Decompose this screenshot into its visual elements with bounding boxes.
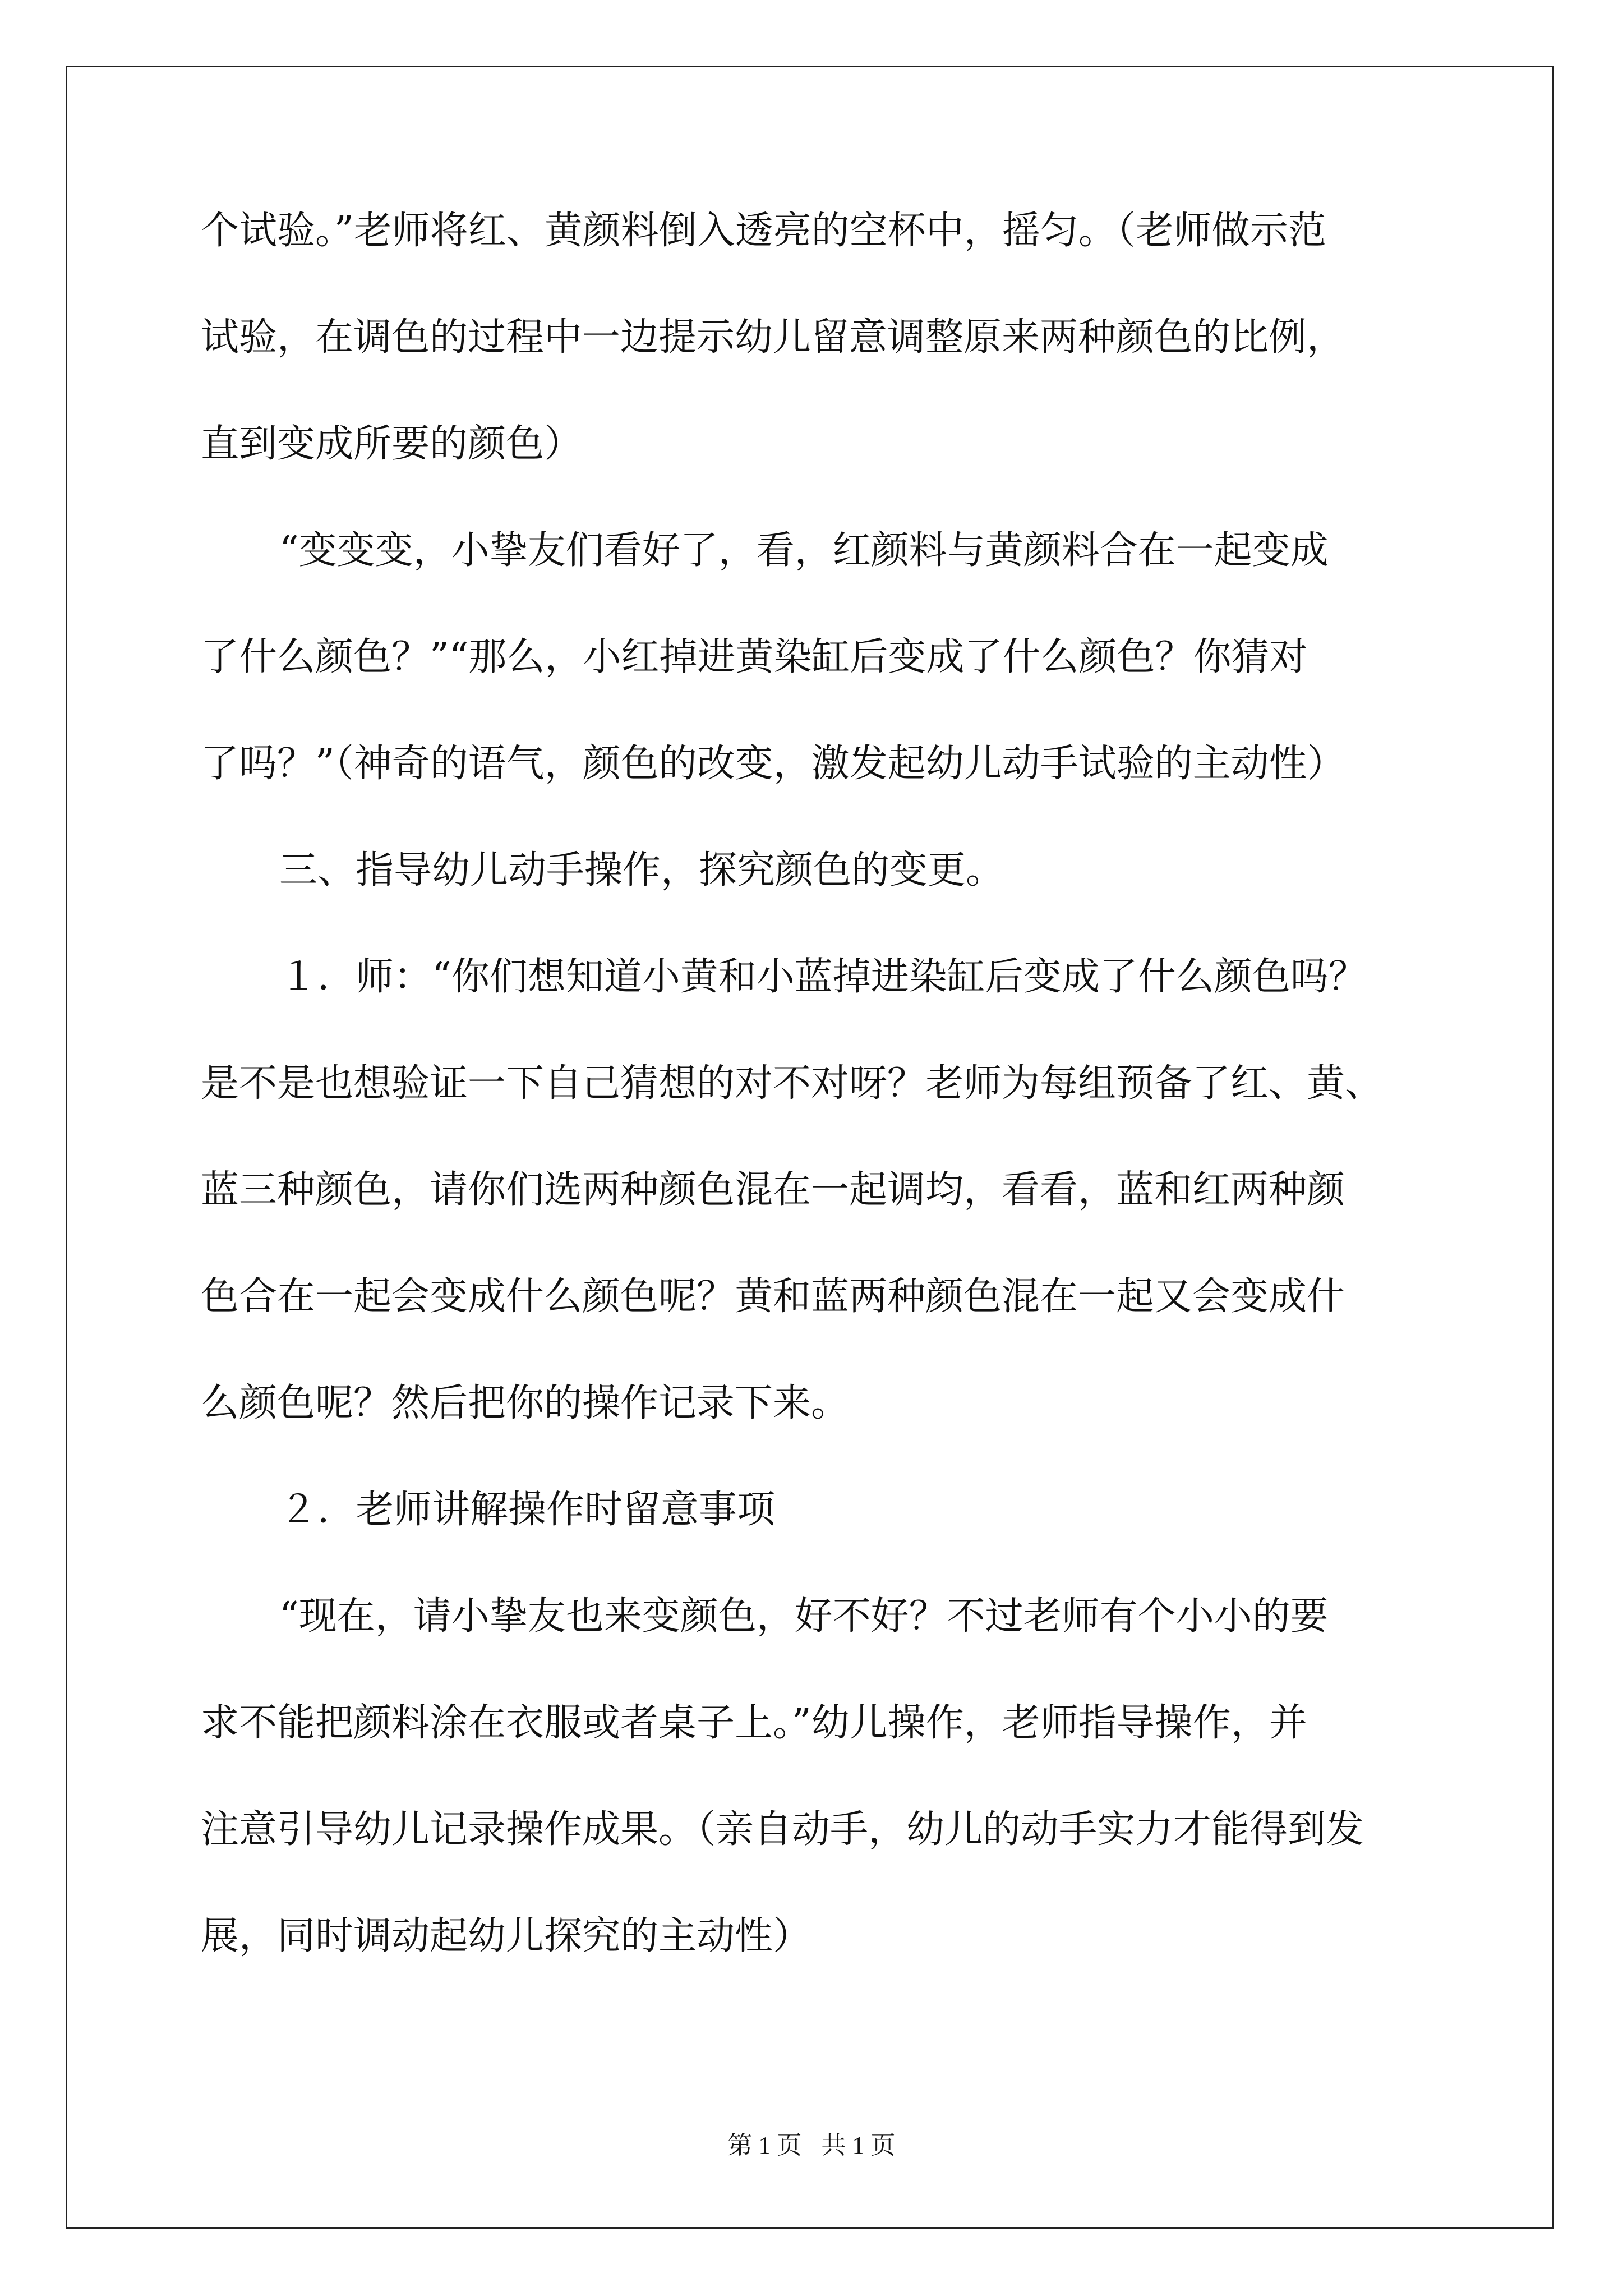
page-footer (0, 2129, 1623, 2162)
text-line: “现在，请小挚友也来变颜色，好不好？不过老师有个小小的要 (279, 1594, 1329, 1639)
text-line: 蓝三种颜色，请你们选两种颜色混在一起调均，看看，蓝和红两种颜 (201, 1168, 1345, 1212)
text-line: 展，同时调动起幼儿探究的主动性） (201, 1914, 811, 1958)
text-line: 了吗？”（神奇的语气，颜色的改变，激发起幼儿动手试验的主动性） (201, 742, 1345, 786)
text-line: 是不是也想验证一下自己猜想的对不对呀？老师为每组预备了红、黄、 (201, 1061, 1384, 1106)
text-line: “变变变，小挚友们看好了，看，红颜料与黄颜料合在一起变成 (279, 528, 1329, 573)
text-line: 了什么颜色？”“那么，小红掉进黄染缸后变成了什么颜色？你猜对 (201, 635, 1308, 679)
page-total: 共 1 页 (821, 2132, 896, 2159)
text-line: 么颜色呢？然后把你的操作记录下来。 (201, 1381, 850, 1425)
text-line: 个试验。”老师将红、黄颜料倒入透亮的空杯中，摇匀。（老师做示范 (201, 209, 1326, 253)
text-line: 试验，在调色的过程中一边提示幼儿留意调整原来两种颜色的比例， (201, 315, 1345, 360)
text-line: ２．老师讲解操作时留意事项 (279, 1488, 776, 1532)
text-line: 色合在一起会变成什么颜色呢？黄和蓝两种颜色混在一起又会变成什 (201, 1274, 1345, 1319)
section-heading: 三、指导幼儿动手操作，探究颜色的变更。 (279, 848, 1004, 892)
document-body (201, 209, 1423, 2021)
text-line: 直到变成所要的颜色） (201, 422, 583, 466)
text-line: １．师：“你们想知道小黄和小蓝掉进染缸后变成了什么颜色吗？ (279, 955, 1367, 999)
text-line: 求不能把颜料涂在衣服或者桌子上。”幼儿操作，老师指导操作，并 (201, 1701, 1307, 1745)
page-number: 第 1 页 (727, 2132, 802, 2159)
text-line: 注意引导幼儿记录操作成果。（亲自动手，幼儿的动手实力才能得到发 (201, 1807, 1364, 1852)
